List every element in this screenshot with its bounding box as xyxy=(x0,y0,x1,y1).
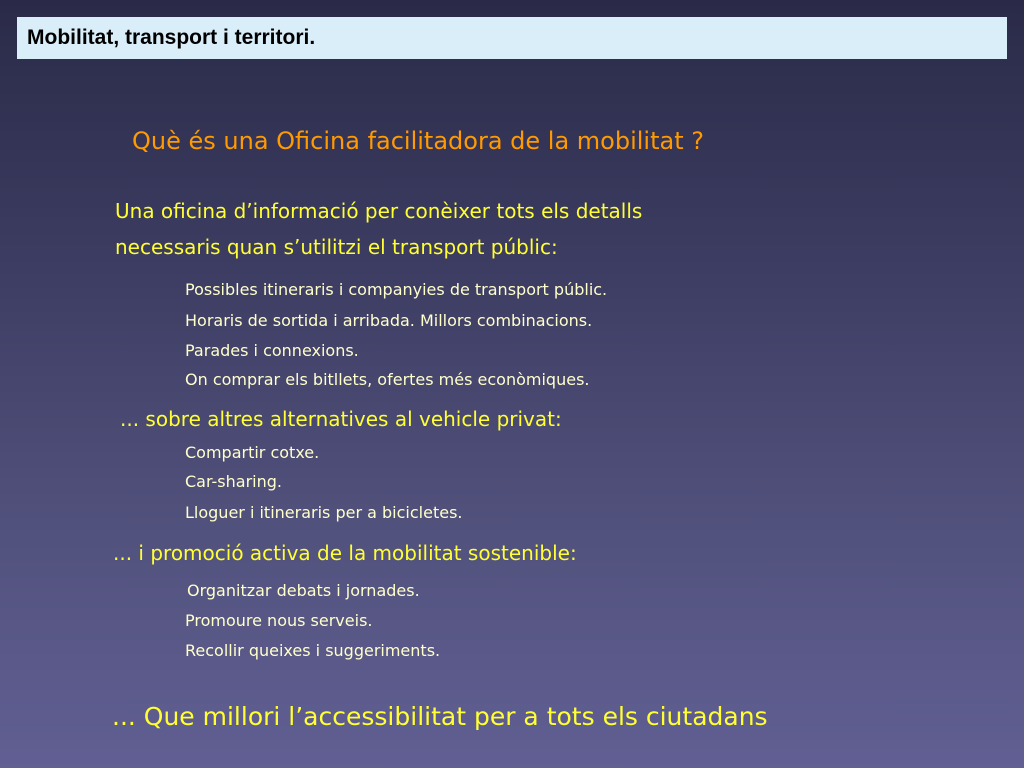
header-bar xyxy=(17,17,1007,59)
promotion-item: Organitzar debats i jornades. xyxy=(187,581,420,600)
promotion-item: Recollir queixes i suggeriments. xyxy=(185,641,441,660)
alternatives-item: Car-sharing. xyxy=(185,472,282,491)
transport-item: On comprar els bitllets, ofertes més econòmiques. xyxy=(185,370,590,389)
slide-heading: Què és una Oficina facilitadora de la mobilitat ? xyxy=(132,127,704,155)
alternatives-heading: ... sobre altres alternatives al vehicle privat: xyxy=(120,407,562,431)
transport-item: Horaris de sortida i arribada. Millors combinacions. xyxy=(185,311,593,330)
alternatives-item: Lloguer i itineraris per a bicicletes. xyxy=(185,503,463,522)
promotion-heading: ... i promoció activa de la mobilitat sostenible: xyxy=(113,541,577,565)
alternatives-item: Compartir cotxe. xyxy=(185,443,320,462)
intro-line-1: Una oficina d’informació per conèixer tots els detalls xyxy=(115,199,643,223)
intro-line-2: necessaris quan s’utilitzi el transport públic: xyxy=(115,235,558,259)
transport-item: Possibles itineraris i companyies de transport públic. xyxy=(185,280,608,299)
header-title: Mobilitat, transport i territori. xyxy=(27,26,316,49)
closing-statement: ... Que millori l’accessibilitat per a tots els ciutadans xyxy=(112,702,768,731)
promotion-item: Promoure nous serveis. xyxy=(185,611,373,630)
transport-item: Parades i connexions. xyxy=(185,341,359,360)
